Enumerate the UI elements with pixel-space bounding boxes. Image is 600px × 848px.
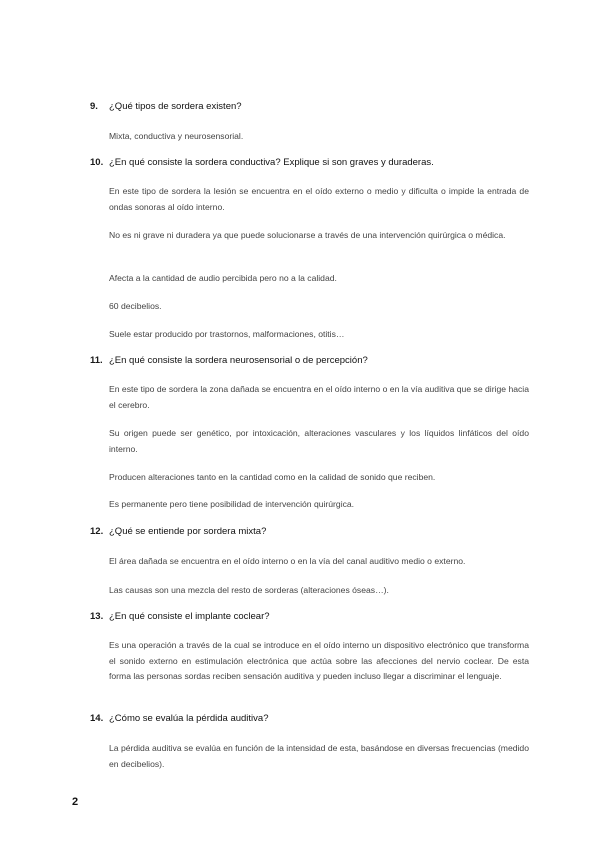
question-10-number: 10. [90, 157, 104, 168]
question-14-title: ¿Cómo se evalúa la pérdida auditiva? [109, 713, 269, 724]
question-10-answer-2: No es ni grave ni duradera ya que puede solucionarse a través de una intervención quirúrgica o médica. [109, 230, 506, 240]
question-10-title: ¿En qué consiste la sordera conductiva? Explique si son graves y duraderas. [109, 157, 434, 168]
question-10-answer-1: En este tipo de sordera la lesión se encuentra en el oído externo o medio y dificulta o impide la entrada de ondas sonoras al oído interno. [109, 186, 529, 212]
question-11-number: 11. [90, 355, 103, 366]
question-11-answer-3: Producen alteraciones tanto en la cantidad como en la calidad de sonido que reciben. [109, 472, 436, 482]
question-10-answer-3: Afecta a la cantidad de audio percibida pero no a la calidad. [109, 273, 337, 283]
question-14-number: 14. [90, 713, 104, 724]
question-11-answer-4: Es permanente pero tiene posibilidad de intervención quirúrgica. [109, 499, 355, 509]
question-12-answer-1: El área dañada se encuentra en el oído interno o en la vía del canal auditivo medio o externo. [109, 556, 466, 566]
page-number: 2 [72, 796, 79, 808]
question-9-answer-1: Mixta, conductiva y neurosensorial. [109, 131, 244, 141]
question-11-title: ¿En qué consiste la sordera neurosensorial o de percepción? [109, 355, 368, 366]
question-13-number: 13. [90, 611, 104, 622]
question-10-answer-4: 60 decibelios. [109, 301, 162, 311]
question-11-answer-2: Su origen puede ser genético, por intoxicación, alteraciones vasculares y los líquidos linfáticos del oído interno. [109, 428, 529, 454]
question-13-answer-1: Es una operación a través de la cual se introduce en el oído interno un dispositivo electrónico que transforma el sonido externo en estimulación electrónica que actúa sobre las afecciones del nervio coclear. De esta forma las personas sordas reciben sensación auditiva y pueden incluso llegar a discriminar el lenguaje. [109, 640, 529, 681]
question-10-answer-5: Suele estar producido por trastornos, malformaciones, otitis… [109, 329, 345, 339]
question-13-title: ¿En qué consiste el implante coclear? [109, 611, 270, 622]
question-14-answer-1: La pérdida auditiva se evalúa en función de la intensidad de esta, basándose en diversas frecuencias (medido en decibelios). [109, 743, 529, 769]
question-12-number: 12. [90, 526, 104, 537]
question-9-number: 9. [90, 101, 98, 112]
question-9-title: ¿Qué tipos de sordera existen? [109, 101, 242, 112]
question-12-answer-2: Las causas son una mezcla del resto de sorderas (alteraciones óseas…). [109, 585, 389, 595]
question-11-answer-1: En este tipo de sordera la zona dañada se encuentra en el oído interno o en la vía auditiva que se dirige hacia el cerebro. [109, 384, 529, 410]
question-12-title: ¿Qué se entiende por sordera mixta? [109, 526, 267, 537]
